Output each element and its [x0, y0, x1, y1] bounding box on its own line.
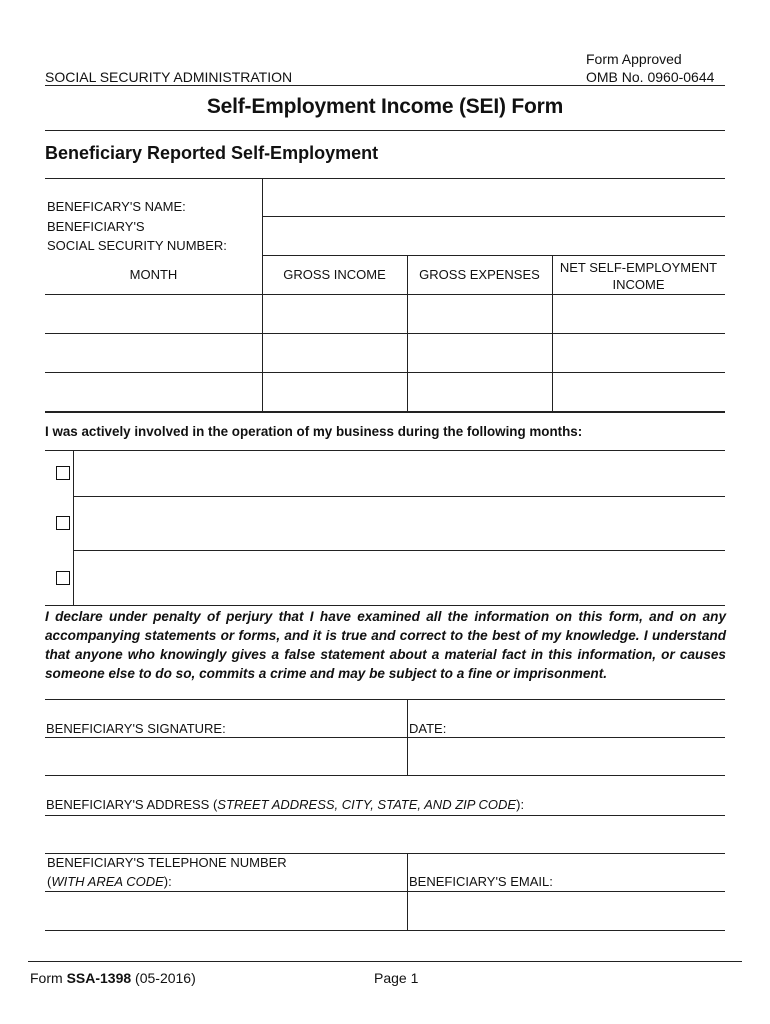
page-number: Page 1 — [374, 970, 419, 986]
page-title: Self-Employment Income (SEI) Form — [206, 95, 564, 118]
date-field[interactable] — [409, 739, 724, 774]
ssn-label-line2: SOCIAL SECURITY NUMBER: — [47, 238, 227, 253]
table-row-rule — [45, 372, 725, 373]
involvement-row-rule — [73, 550, 725, 551]
involvement-rule — [45, 450, 725, 451]
gross-expenses-cell[interactable] — [409, 335, 551, 371]
address-bottom-rule — [45, 853, 725, 854]
table-bottom-rule — [45, 411, 725, 413]
col-header-gross-expenses: GROSS EXPENSES — [419, 267, 540, 282]
ssn-field[interactable] — [264, 218, 724, 254]
name-divider — [262, 178, 263, 256]
name-field-rule — [262, 216, 725, 217]
form-number: Form SSA-1398 (05-2016) — [30, 970, 196, 986]
address-label: BENEFICIARY'S ADDRESS (STREET ADDRESS, CITY, STATE, AND ZIP CODE): — [46, 797, 525, 812]
ssn-field-rule — [262, 255, 725, 256]
contact-label-rule — [45, 891, 725, 892]
contact-divider — [407, 853, 408, 931]
col-header-net-line1: NET SELF-EMPLOYMENT — [559, 260, 718, 275]
signature-bottom-rule — [45, 775, 725, 776]
net-income-cell[interactable] — [554, 335, 724, 371]
title-rule — [45, 130, 725, 131]
month-checkbox[interactable] — [56, 571, 70, 585]
col-header-net-line2: INCOME — [612, 277, 665, 292]
email-label: BENEFICIARY'S EMAIL: — [409, 874, 553, 889]
involvement-statement: I was actively involved in the operation of my business during the following months: — [45, 424, 583, 439]
involvement-bottom-rule — [45, 605, 725, 606]
involvement-row-rule — [73, 496, 725, 497]
form-approved-text: Form Approved — [586, 51, 682, 67]
section-heading: Beneficiary Reported Self-Employment — [45, 143, 379, 163]
perjury-declaration: I declare under penalty of perjury that I have examined all the information on this form, and on any accompanying statements or forms, and it is true and correct to the best of my knowledge. I understand that anyone who knowingly gives a false statement about a material fact in this information, or causes someone else to do so, commits a crime and may be subject to a fine or imprisonment. — [45, 609, 726, 681]
month-cell[interactable] — [46, 296, 261, 332]
address-label-rule — [45, 815, 725, 816]
address-field[interactable] — [46, 817, 724, 852]
month-cell[interactable] — [46, 335, 261, 371]
gross-income-cell[interactable] — [264, 335, 406, 371]
signature-label: BENEFICIARY'S SIGNATURE: — [46, 721, 226, 736]
col-header-gross-income: GROSS INCOME — [283, 267, 386, 282]
declaration-rule — [45, 699, 725, 700]
phone-label-line2: (WITH AREA CODE): — [47, 874, 172, 889]
checkbox-divider — [73, 450, 74, 606]
signature-field[interactable] — [46, 739, 406, 774]
net-income-cell[interactable] — [554, 374, 724, 410]
table-row-rule — [45, 333, 725, 334]
month-cell[interactable] — [46, 374, 261, 410]
name-label: BENEFICARY'S NAME: — [47, 199, 186, 214]
gross-expenses-cell[interactable] — [409, 296, 551, 332]
month-checkbox[interactable] — [56, 516, 70, 530]
table-header-rule — [45, 294, 725, 295]
gross-income-cell[interactable] — [264, 374, 406, 410]
contact-bottom-rule — [45, 930, 725, 931]
date-label: DATE: — [409, 721, 447, 736]
phone-label-line1: BENEFICIARY'S TELEPHONE NUMBER — [47, 855, 287, 870]
ssn-label-line1: BENEFICIARY'S — [47, 219, 145, 234]
email-field[interactable] — [409, 893, 724, 929]
involvement-month-field[interactable] — [76, 552, 724, 604]
name-field[interactable] — [264, 180, 724, 215]
phone-field[interactable] — [46, 893, 406, 929]
omb-number: OMB No. 0960-0644 — [586, 69, 715, 85]
involvement-month-field[interactable] — [76, 498, 724, 548]
agency-name: SOCIAL SECURITY ADMINISTRATION — [45, 69, 293, 85]
involvement-month-field[interactable] — [76, 452, 724, 494]
gross-income-cell[interactable] — [264, 296, 406, 332]
section-rule — [45, 178, 725, 179]
header-rule — [45, 85, 725, 86]
signature-label-rule — [45, 737, 725, 738]
col-header-month: MONTH — [129, 267, 178, 282]
gross-expenses-cell[interactable] — [409, 374, 551, 410]
footer-rule — [28, 961, 742, 962]
month-checkbox[interactable] — [56, 466, 70, 480]
net-income-cell[interactable] — [554, 296, 724, 332]
